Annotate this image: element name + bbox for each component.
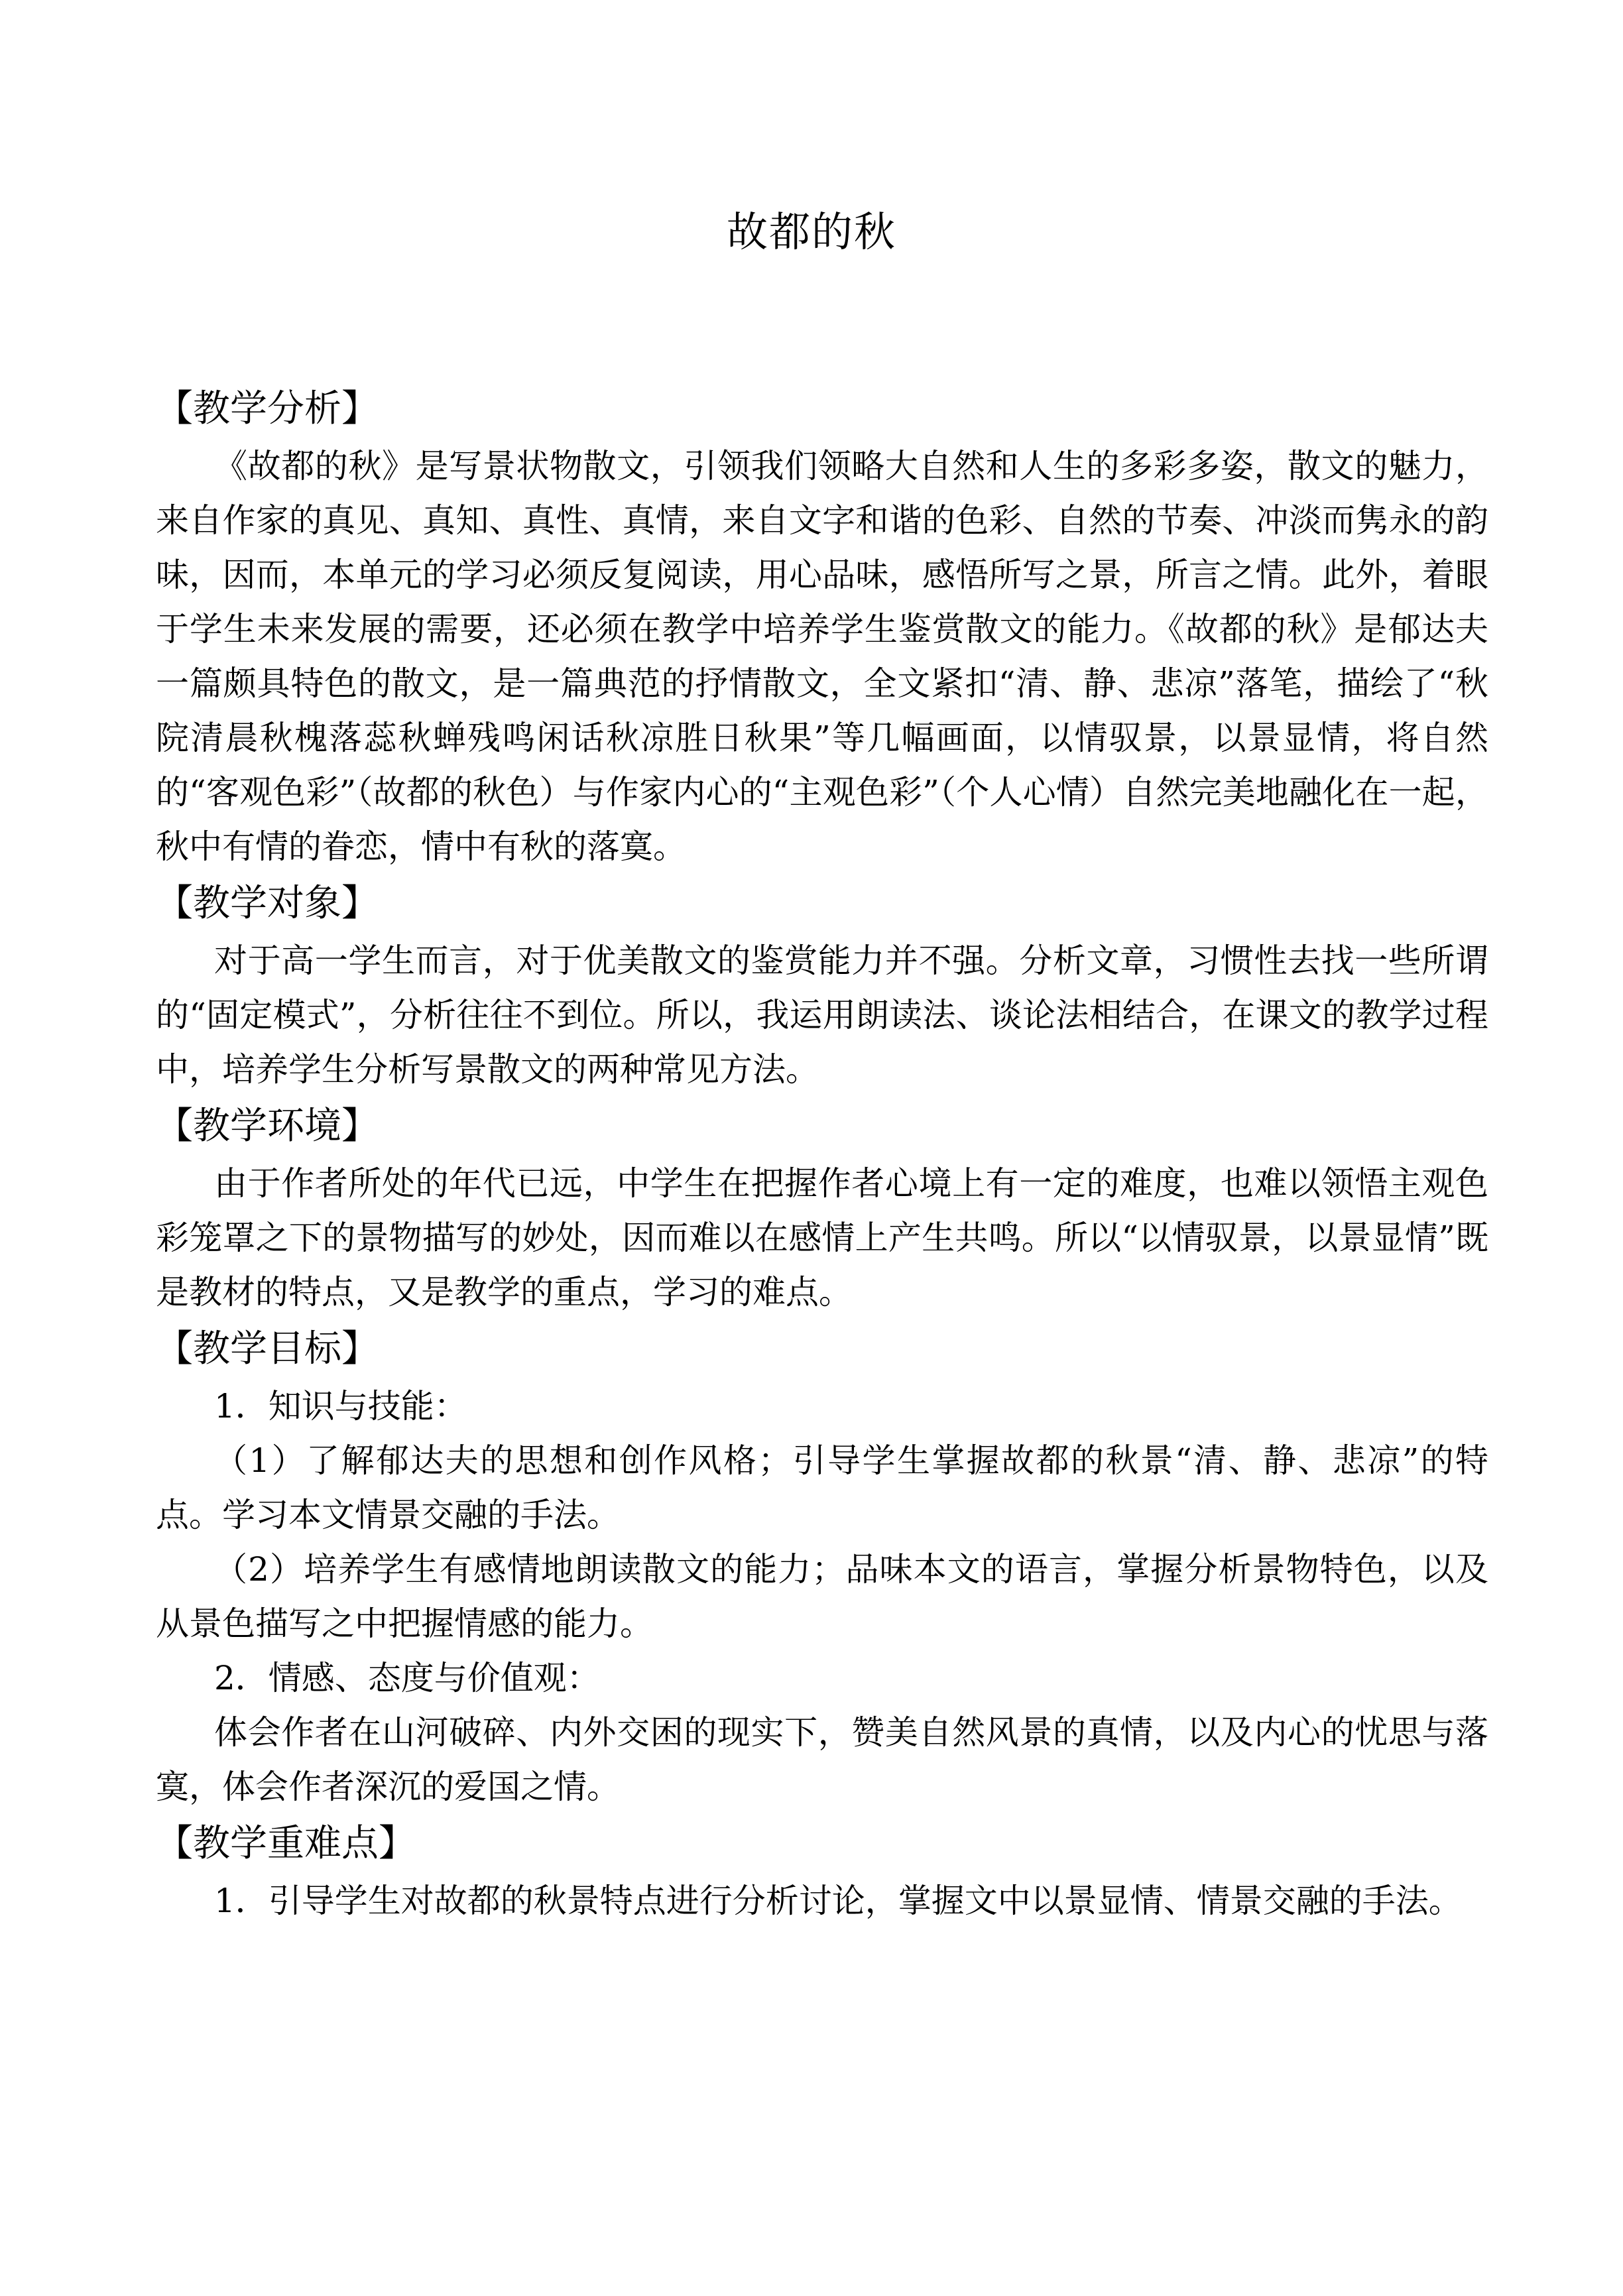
paragraph: 1．知识与技能： — [214, 1387, 467, 1425]
paragraph: 体会作者在山河破碎、内外交困的现实下，赞美自然风景的真情，以及内心的忧思与落寞，体会作者深沉的爱国之情。 — [156, 1713, 1488, 1806]
section-heading: 【教学分析】 — [156, 387, 379, 430]
section-teaching-analysis — [156, 379, 1488, 874]
paragraph: （1）了解郁达夫的思想和创作风格；引导学生掌握故都的秋景“清、静、悲凉”的特点。学习本文情景交融的手法。 — [156, 1441, 1488, 1534]
section-heading: 【教学重难点】 — [156, 1822, 416, 1865]
section-heading: 【教学环境】 — [156, 1105, 379, 1148]
paragraph: 由于作者所处的年代已远，中学生在把握作者心境上有一定的难度，也难以领悟主观色彩笼罩之下的景物描写的妙处，因而难以在感情上产生共鸣。所以“以情驭景，以景显情”既是教材的特点，又是教学的重点，学习的难点。 — [156, 1164, 1488, 1311]
section-teaching-target — [156, 874, 1488, 1097]
section-heading: 【教学对象】 — [156, 882, 379, 925]
paragraph: 1．引导学生对故都的秋景特点进行分析讨论，掌握文中以景显情、情景交融的手法。 — [214, 1882, 1462, 1920]
paragraph: 《故都的秋》是写景状物散文，引领我们领略大自然和人生的多彩多姿，散文的魅力，来自作家的真见、真知、真性、真情，来自文字和谐的色彩、自然的节奏、冲淡而隽永的韵味，因而，本单元的学习必须反复阅读，用心品味，感悟所写之景，所言之情。此外，着眼于学生未来发展的需要，还必须在教学中培养学生鉴赏散文的能力。《故都的秋》是郁达夫一篇颇具特色的散文，是一篇典范的抒情散文，全文紧扣“清、静、悲凉”落笔，描绘了“秋院清晨秋槐落蕊秋蝉残鸣闲话秋凉胜日秋果”等几幅画面，以情驭景，以景显情，将自然的“客观色彩”（故都的秋色）与作家内心的“主观色彩”（个人心情）自然完美地融化在一起，秋中有情的眷恋，情中有秋的落寞。 — [156, 447, 1488, 866]
section-teaching-environment — [156, 1097, 1488, 1319]
section-heading: 【教学目标】 — [156, 1327, 379, 1370]
section-teaching-goals — [156, 1319, 1488, 1814]
section-key-difficulties — [156, 1814, 1488, 1928]
paragraph: 2．情感、态度与价值观： — [214, 1659, 600, 1697]
paragraph: 对于高一学生而言，对于优美散文的鉴赏能力并不强。分析文章，习惯性去找一些所谓的“固定模式”，分析往往不到位。所以，我运用朗读法、谈论法相结合，在课文的教学过程中，培养学生分析写景散文的两种常见方法。 — [156, 941, 1488, 1089]
document-body — [156, 379, 1488, 1928]
paragraph: （2）培养学生有感情地朗读散文的能力；品味本文的语言，掌握分析景物特色，以及从景色描写之中把握情感的能力。 — [156, 1550, 1488, 1643]
document-title: 故都的秋 — [726, 208, 896, 256]
